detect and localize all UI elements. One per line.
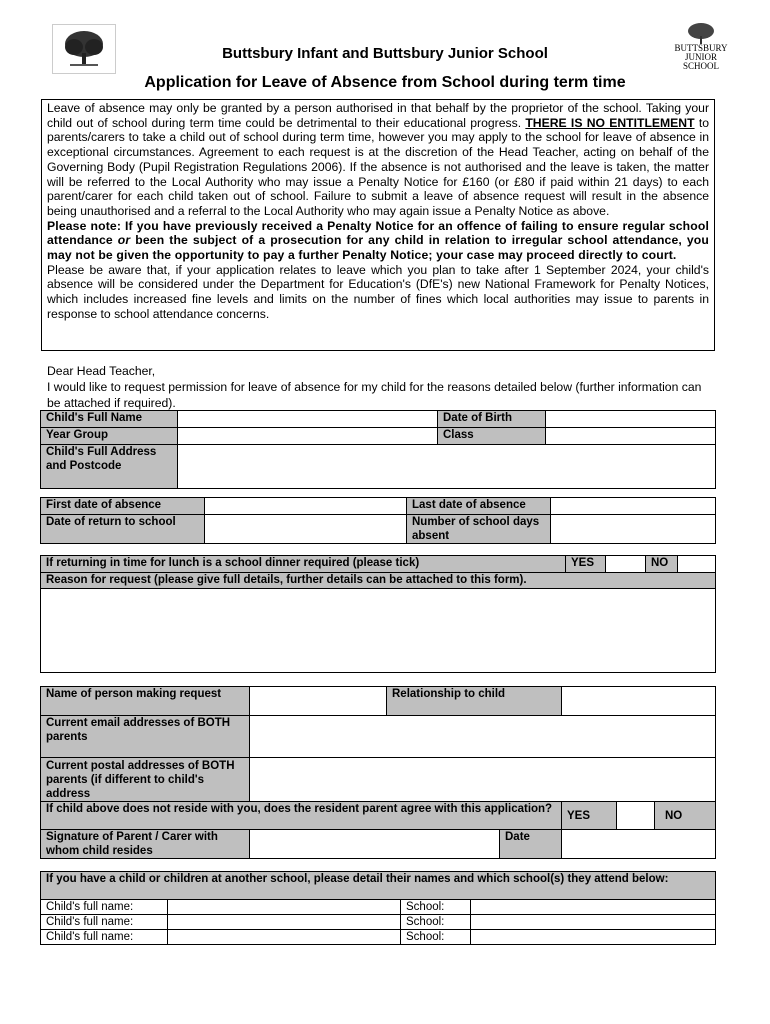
sibling-name-label: Child's full name: (41, 915, 168, 930)
class-field[interactable] (546, 428, 716, 445)
logo-text-line2: JUNIOR SCHOOL (682, 52, 719, 71)
label-year-group: Year Group (41, 428, 178, 445)
notice-p1-c: to parents/carers to take a child out of school during term time, however you may apply to the school for leave of absence in exceptional circumstances. Agreement to each request is at the discretion of the Head Teacher, acting on behalf of the Governing Body (Pupil Registration Regulations 2006). If the absence is not authorised and the leave is taken, the matter will be referred to the Local Authority who may issue a Penalty Notice for £160 (or £80 if paid within 21 days) to each parent/carer for each child taken out of school. Failure to submit a leave of absence request will result in the absence being unauthorised and a referral to the Local Authority who may again issue a Penalty Notice as above. (47, 115, 709, 218)
label-return-date: Date of return to school (41, 515, 205, 544)
return-date-field[interactable] (205, 515, 407, 544)
signature-field[interactable] (250, 830, 500, 859)
address-field[interactable] (178, 445, 716, 489)
sibling-school-field[interactable] (471, 915, 716, 930)
days-absent-field[interactable] (551, 515, 716, 544)
sibling-school-label: School: (401, 930, 471, 945)
emails-field[interactable] (250, 716, 716, 758)
label-days-absent: Number of school days absent (407, 515, 551, 544)
label-date: Date (500, 830, 562, 859)
resident-yes-box[interactable] (617, 802, 655, 830)
notice-no-entitlement: THERE IS NO ENTITLEMENT (525, 115, 695, 130)
label-relationship: Relationship to child (387, 687, 562, 716)
parent-table (40, 686, 716, 859)
resident-no-label: NO (655, 802, 716, 830)
sibling-name-label: Child's full name: (41, 930, 168, 945)
label-address: Child's Full Address and Postcode (41, 445, 178, 489)
postal-field[interactable] (250, 758, 716, 802)
reason-field[interactable] (41, 589, 716, 673)
form-title: Application for Leave of Absence from School during term time (144, 74, 626, 91)
lunch-table (40, 555, 716, 673)
sibling-school-label: School: (401, 915, 471, 930)
reason-label: Reason for request (please give full details, further details can be attached to this form). (41, 573, 716, 589)
label-requester-name: Name of person making request (41, 687, 250, 716)
child-name-field[interactable] (178, 411, 438, 428)
sibling-name-field[interactable] (168, 915, 401, 930)
notice-box (41, 99, 715, 351)
notice-p2-a: Please note: If you have previously received a Penalty Notice for an offence of failing to ensure regular school attendance (47, 218, 709, 248)
resident-yes-label: YES (562, 802, 617, 830)
sibling-school-field[interactable] (471, 900, 716, 915)
child-details-table (40, 410, 716, 489)
date-field[interactable] (562, 830, 716, 859)
school-name: Buttsbury Infant and Buttsbury Junior School (222, 45, 548, 62)
logo-text-line1: BUTTSBURY (674, 43, 728, 53)
sibling-name-field[interactable] (168, 900, 401, 915)
tree-icon (686, 22, 716, 44)
lunch-no-box[interactable] (678, 556, 716, 573)
label-postal: Current postal addresses of BOTH parents (if different to child's address (41, 758, 250, 802)
requester-name-field[interactable] (250, 687, 387, 716)
siblings-table (40, 871, 716, 945)
lunch-no-label: NO (646, 556, 678, 573)
resident-question: If child above does not reside with you, does the resident parent agree with this application? (41, 802, 562, 830)
label-dob: Date of Birth (438, 411, 546, 428)
sibling-name-label: Child's full name: (41, 900, 168, 915)
request-text: I would like to request permission for leave of absence for my child for the reasons detailed below (further information can be attached if required). (47, 380, 702, 410)
dates-table (40, 497, 716, 544)
salutation: Dear Head Teacher, (47, 364, 156, 378)
label-signature: Signature of Parent / Carer with whom child resides (41, 830, 250, 859)
siblings-intro: If you have a child or children at another school, please detail their names and which school(s) they attend below: (41, 872, 716, 900)
label-last-date: Last date of absence (407, 498, 551, 515)
lunch-question: If returning in time for lunch is a school dinner required (please tick) (41, 556, 566, 573)
label-class: Class (438, 428, 546, 445)
relationship-field[interactable] (562, 687, 716, 716)
notice-p3: Please be aware that, if your application relates to leave which you plan to take after 1 September 2024, your child's absence will be considered under the Department for Education's (DfE's) new National Framework for Penalty Notices, which includes increased fine levels and limits on the number of fines which local authorities may issue to parents in response to school attendance concerns. (47, 262, 709, 321)
lunch-yes-box[interactable] (606, 556, 646, 573)
sibling-school-field[interactable] (471, 930, 716, 945)
sibling-school-label: School: (401, 900, 471, 915)
year-group-field[interactable] (178, 428, 438, 445)
label-emails: Current email addresses of BOTH parents (41, 716, 250, 758)
notice-p1-a: Leave of absence may only be granted by a person authorised in that behalf by the proprietor of the school. Taking your child out of school during term time could be detrimental to their educational progress. (47, 101, 709, 130)
last-date-field[interactable] (551, 498, 716, 515)
first-date-field[interactable] (205, 498, 407, 515)
letter-intro (47, 363, 717, 411)
notice-p2-c: been the subject of a prosecution for any child in relation to irregular school attendance, you may not be given the opportunity to pay a further Penalty Notice; your case may proceed directly to court. (47, 233, 709, 263)
sibling-name-field[interactable] (168, 930, 401, 945)
lunch-yes-label: YES (566, 556, 606, 573)
notice-p2-or: or (117, 233, 131, 248)
label-child-name: Child's Full Name (41, 411, 178, 428)
dob-field[interactable] (546, 411, 716, 428)
label-first-date: First date of absence (41, 498, 205, 515)
